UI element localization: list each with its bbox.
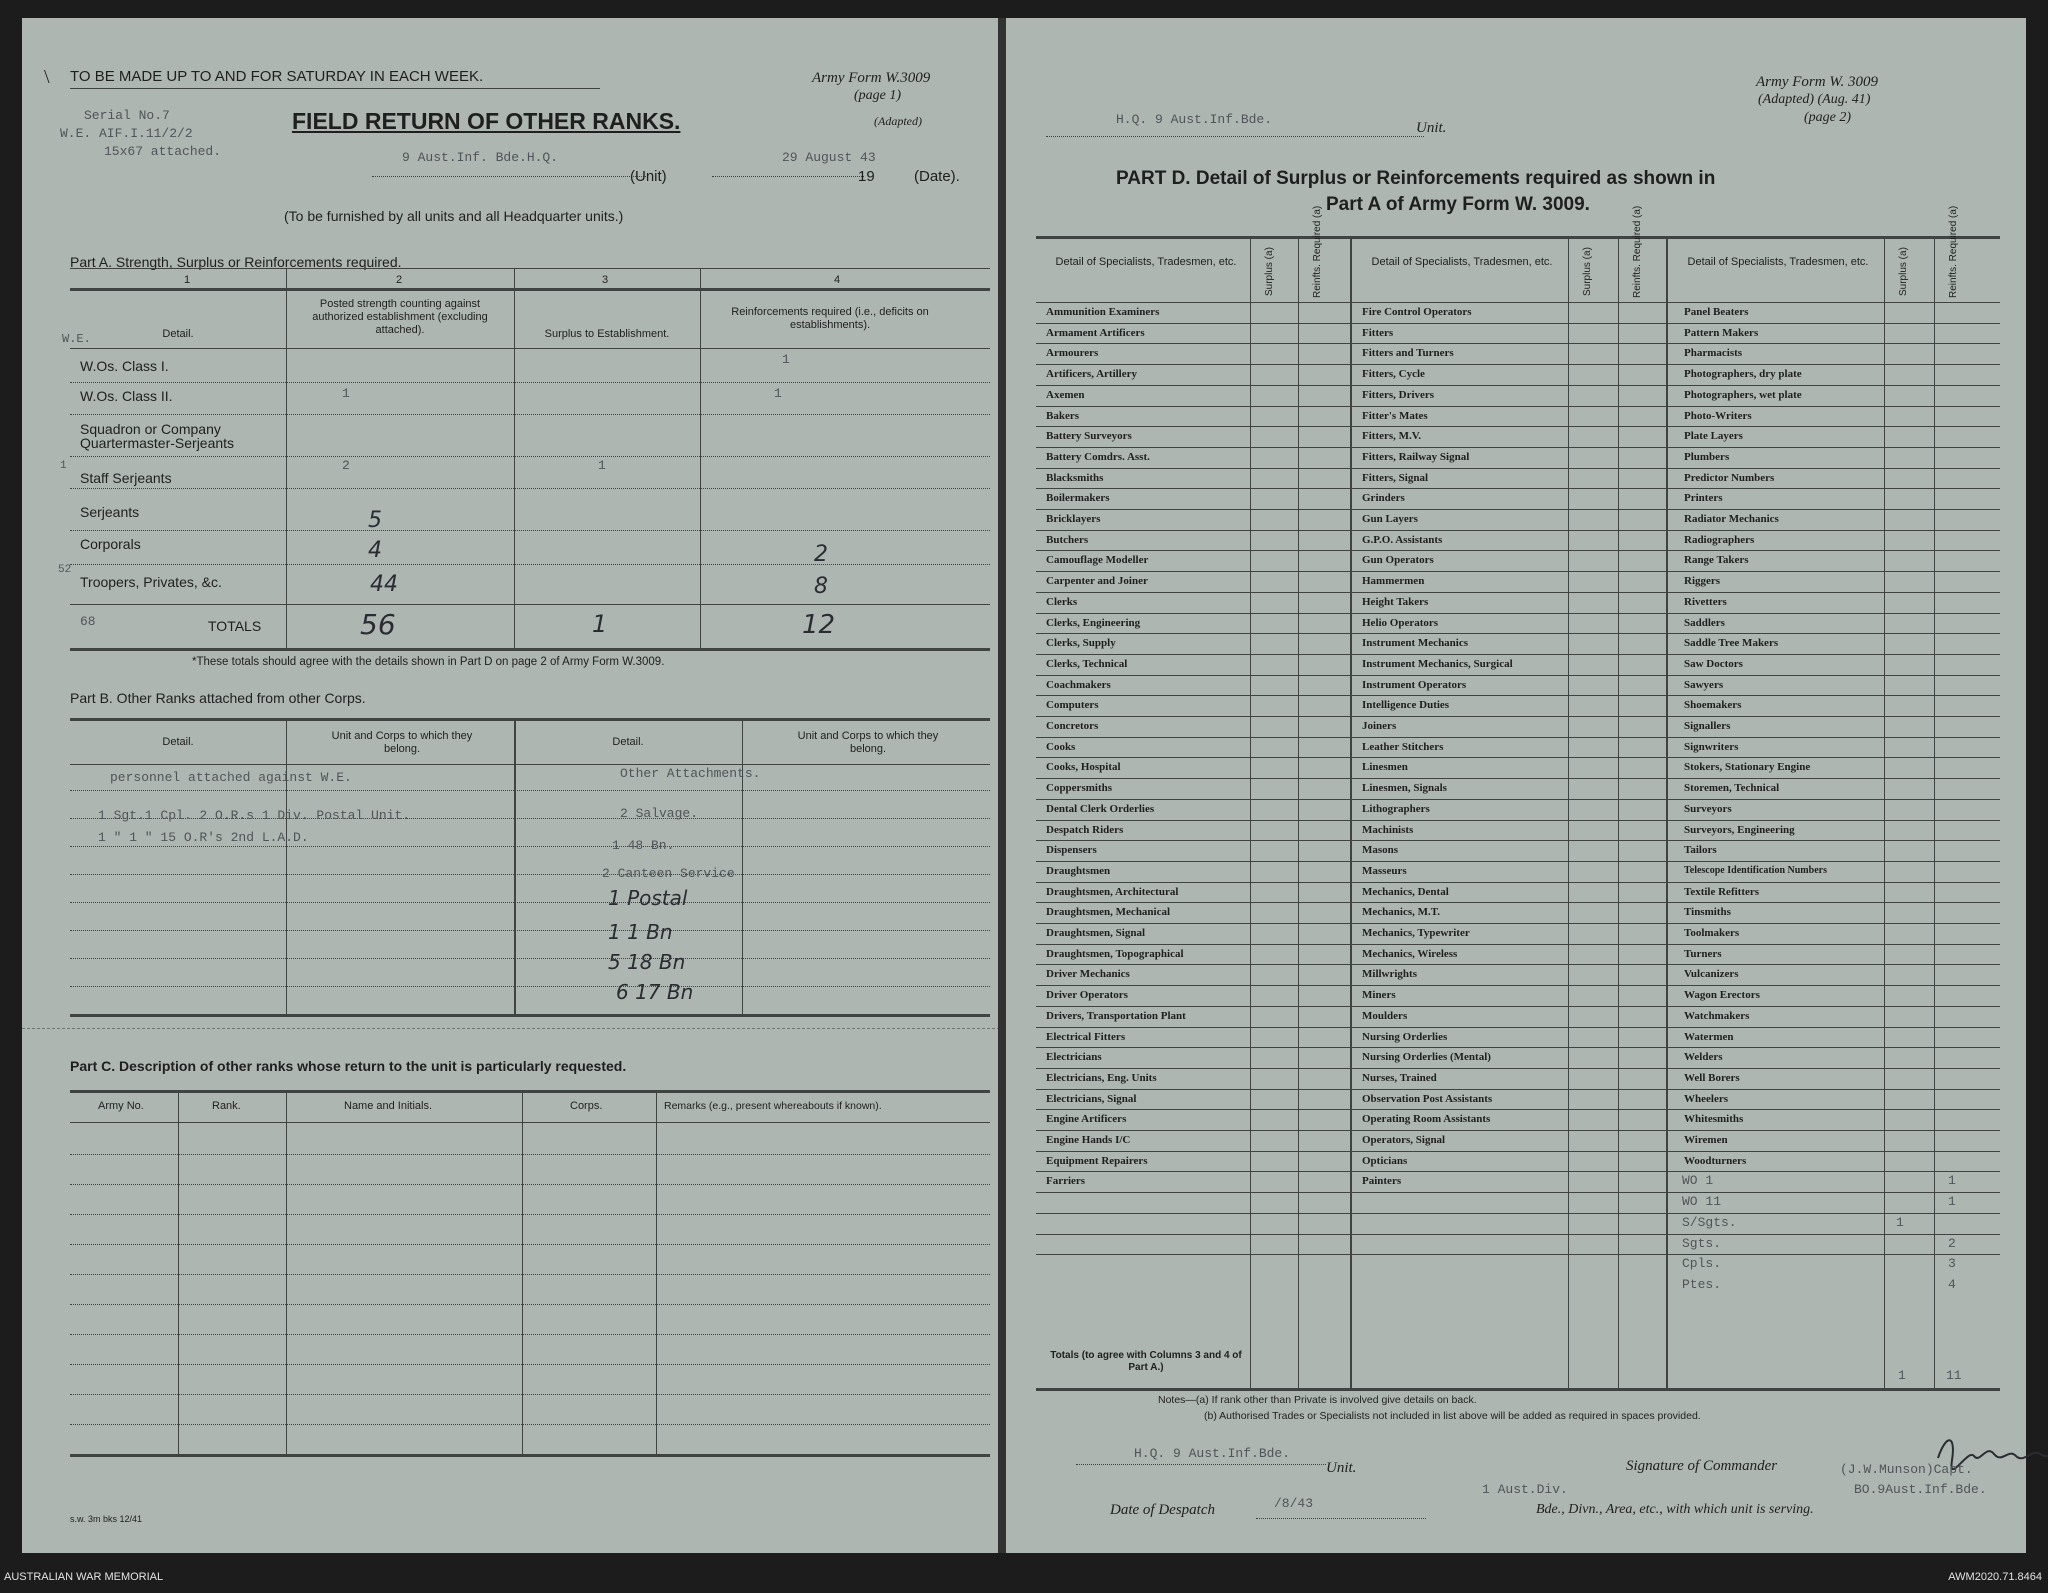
partD-row-divider <box>1036 613 2000 614</box>
partB-right-typed-1: Other Attachments. <box>620 766 761 781</box>
partD-row-divider <box>1036 840 2000 841</box>
partD-row-divider <box>1036 716 2000 717</box>
partD-col2-item: Fitters, M.V. <box>1362 430 1422 443</box>
col-number-3: 3 <box>602 274 609 286</box>
partD-col2-item: Lithographers <box>1362 802 1430 815</box>
partC-header-rank: Rank. <box>212 1100 241 1112</box>
partD-col3-item: Wiremen <box>1684 1134 1728 1146</box>
partD-col1-item: Coachmakers <box>1046 678 1111 691</box>
partD-col1-item: Draughtsmen, Architectural <box>1046 885 1179 898</box>
sig-unit-typed: H.Q. 9 Aust.Inf.Bde. <box>1134 1446 1291 1461</box>
partD-col2-item: Mechanics, Wireless <box>1362 947 1458 960</box>
partD-col1-item: Coppersmiths <box>1046 782 1113 795</box>
partB-title: Part B. Other Ranks attached from other Corps. <box>70 690 366 706</box>
partD-col2-item: Mechanics, Dental <box>1362 885 1449 898</box>
furnished-note: (To be furnished by all units and all Headquarter units.) <box>284 208 624 224</box>
partD-col1-item: Despatch Riders <box>1046 823 1124 836</box>
partD-col1-item: Engine Hands I/C <box>1046 1134 1131 1146</box>
partD-col1-item: Dental Clerk Orderlies <box>1046 802 1155 815</box>
partD-col3-item: Signallers <box>1684 720 1731 732</box>
partD-col2-item: Mechanics, M.T. <box>1362 906 1441 919</box>
typed-ref: W.E. AIF.I.11/2/2 <box>60 126 193 141</box>
partD-col1-item: Draughtsmen, Topographical <box>1046 947 1184 960</box>
partD-col1-item: Artificers, Artillery <box>1046 368 1138 381</box>
partD-row-divider <box>1036 550 2000 551</box>
partD-col1-item: Electricians, Signal <box>1046 1092 1137 1105</box>
partD-col3-item: Wagon Erectors <box>1684 989 1760 1002</box>
partD-header-surplus-1: Surplus (a) <box>1264 247 1275 296</box>
partD-col1-item: Computers <box>1046 699 1099 712</box>
partA-pte-posted: 44 <box>370 572 398 597</box>
partD-header-surplus-2: Surplus (a) <box>1582 247 1593 296</box>
partD-col3-item: Vulcanizers <box>1684 968 1739 981</box>
partD-col2-item: Nursing Orderlies (Mental) <box>1362 1051 1491 1064</box>
adapted-label: (Adapted) <box>874 114 922 128</box>
partD-col1-item: Driver Mechanics <box>1046 968 1130 981</box>
partD-extra-surplus: 1 <box>1896 1214 1904 1230</box>
partD-col1-item: Ammunition Examiners <box>1046 306 1160 318</box>
partD-row-divider <box>1036 530 2000 531</box>
partA-totals-label: TOTALS <box>208 618 262 634</box>
partD-col3-item: Surveyors, Engineering <box>1684 823 1795 836</box>
left-page <box>22 18 1000 1553</box>
partD-row-divider <box>1036 923 2000 924</box>
partD-col1-item: Clerks, Engineering <box>1046 616 1141 629</box>
partA-header-detail: Detail. <box>162 328 194 340</box>
page-label: (page 1) <box>854 88 902 103</box>
partD-col1-item: Electrical Fitters <box>1046 1030 1126 1043</box>
partD-col2-item: Instrument Operators <box>1362 678 1467 691</box>
we-label: W.E. <box>62 332 91 346</box>
sig-typed-2: BO.9Aust.Inf.Bde. <box>1854 1482 1987 1497</box>
partD-col2-item: Leather Stitchers <box>1362 740 1444 753</box>
partD-row-divider <box>1036 468 2000 469</box>
date-label: (Date). <box>914 168 960 185</box>
partA-ssgt-surplus: 1 <box>598 458 606 473</box>
partD-row-divider <box>1036 985 2000 986</box>
partB-left-line-1: personnel attached against W.E. <box>110 770 352 785</box>
partD-col2-item: Gun Operators <box>1362 554 1434 567</box>
sig-typed: (J.W.Munson)Capt. <box>1840 1462 1973 1477</box>
r-page-label: (page 2) <box>1804 110 1852 125</box>
partD-col3-item: Stokers, Stationary Engine <box>1684 761 1811 774</box>
footer-left: AUSTRALIAN WAR MEMORIAL <box>4 1571 164 1583</box>
typed-date: 29 August 43 <box>782 150 876 165</box>
partD-row-divider <box>1036 882 2000 883</box>
partD-col3-item: Riggers <box>1684 575 1721 588</box>
partD-col3-item: Photographers, dry plate <box>1684 368 1802 381</box>
partD-col1-item: Draughtsmen <box>1046 864 1111 877</box>
partD-col1-item: Boilermakers <box>1046 492 1110 505</box>
partD-col3-item: Watchmakers <box>1684 1009 1750 1022</box>
partD-col3-item: Whitesmiths <box>1684 1113 1744 1126</box>
partA-pte-reinf: 8 <box>814 574 828 599</box>
partD-col2-item: Fitter's Mates <box>1362 409 1428 422</box>
partD-col1-item: Camouflage Modeller <box>1046 554 1149 567</box>
col-number-1: 1 <box>184 274 191 286</box>
partD-row-divider <box>1036 426 2000 427</box>
typed-serial: Serial No.7 <box>84 108 170 123</box>
typed-attached: 15x67 attached. <box>104 144 222 159</box>
form-number: Army Form W.3009 <box>812 70 931 86</box>
partA-totals-we: 68 <box>80 614 96 629</box>
notes-b: (b) Authorised Trades or Specialists not included in list above will be added as required in spaces provided. <box>1204 1410 1701 1422</box>
partD-col2-item: Millwrights <box>1362 968 1417 981</box>
partD-col3-item: Sawyers <box>1684 678 1724 691</box>
partD-col1-item: Dispensers <box>1046 844 1097 857</box>
partD-col3-item: Tailors <box>1684 844 1717 857</box>
despatch-value: /8/43 <box>1274 1496 1314 1511</box>
partD-header-reinf-3: Reinfts. Required (a) <box>1948 205 1959 298</box>
partD-col1-item: Draughtsmen, Signal <box>1046 927 1146 939</box>
partD-title-1: PART D. Detail of Surplus or Reinforcements required as shown in <box>1116 168 1716 189</box>
partD-col2-item: Grinders <box>1362 492 1405 505</box>
partA-totals-posted: 56 <box>360 608 396 641</box>
partD-col3-item: Watermen <box>1684 1030 1734 1043</box>
partD-col3-item: Saddle Tree Makers <box>1684 637 1779 650</box>
partD-col3-item: Welders <box>1684 1051 1723 1064</box>
right-page <box>1006 18 2026 1553</box>
partD-col2-item: Nurses, Trained <box>1362 1071 1437 1084</box>
partD-row-divider <box>1036 1254 2000 1255</box>
partD-row-divider <box>1036 1151 2000 1152</box>
partD-row-divider <box>1036 1234 2000 1235</box>
partA-pte-we: 52 <box>58 564 72 576</box>
partD-row-divider <box>1036 571 2000 572</box>
partA-ssgt-we: 1 <box>60 460 67 472</box>
sig-unit-label: Unit. <box>1326 1460 1357 1476</box>
partD-col2-item: Hammermen <box>1362 575 1425 588</box>
partD-col3-item: Predictor Numbers <box>1684 471 1775 484</box>
partD-row-divider <box>1036 364 2000 365</box>
partD-row-divider <box>1036 406 2000 407</box>
partB-header-detail: Detail. <box>162 736 194 748</box>
partA-cpl-posted: 4 <box>368 538 382 563</box>
partA-totals-note: *These totals should agree with the details shown in Part D on page 2 of Army Form W.3009. <box>192 656 665 668</box>
partD-extra-label: WO 1 <box>1682 1173 1714 1189</box>
partD-title-2: Part A of Army Form W. 3009. <box>1326 194 1590 215</box>
partD-col2-item: Linesmen <box>1362 761 1408 774</box>
printer-note: s.w. 3m bks 12/41 <box>70 1514 143 1524</box>
partD-col2-item: Fitters <box>1362 326 1394 339</box>
partD-col2-item: Helio Operators <box>1362 616 1439 629</box>
partD-col2-item: Painters <box>1362 1175 1402 1188</box>
partD-header-detail-2: Detail of Specialists, Tradesmen, etc. <box>1371 256 1553 268</box>
partB-right-hand-1: 1 Postal <box>608 886 688 910</box>
partD-col3-item: Panel Beaters <box>1684 306 1749 318</box>
partD-header-detail-1: Detail of Specialists, Tradesmen, etc. <box>1055 256 1237 268</box>
partD-col2-item: Gun Layers <box>1362 513 1418 525</box>
partC-title: Part C. Description of other ranks whose return to the unit is particularly requested. <box>70 1058 627 1074</box>
partD-header-reinf-2: Reinfts. Required (a) <box>1632 205 1643 298</box>
partD-totals-reinf: 11 <box>1946 1368 1962 1383</box>
partD-col3-item: Tinsmiths <box>1684 906 1731 919</box>
partD-col2-item: Instrument Mechanics, Surgical <box>1362 657 1513 670</box>
partC-header-corps: Corps. <box>570 1100 603 1112</box>
partA-header-reinf: Reinforcements required (i.e., deficits on establishments). <box>731 306 929 331</box>
partD-extra-label: WO 11 <box>1682 1194 1722 1210</box>
partD-col3-item: Textile Refitters <box>1684 885 1760 898</box>
partD-row-divider <box>1036 1130 2000 1131</box>
bde-typed: 1 Aust.Div. <box>1482 1482 1568 1497</box>
partD-row-divider <box>1036 820 2000 821</box>
partD-col3-item: Wheelers <box>1684 1092 1728 1105</box>
partD-row-divider <box>1036 757 2000 758</box>
partD-row-divider <box>1036 964 2000 965</box>
partD-col3-item: Photo-Writers <box>1684 409 1752 422</box>
partD-col2-item: Opticians <box>1362 1154 1408 1167</box>
partD-row-divider <box>1036 861 2000 862</box>
notes-a: Notes—(a) If rank other than Private is involved give details on back. <box>1158 1394 1477 1406</box>
partD-col1-item: Cooks, Hospital <box>1046 761 1121 774</box>
partB-right-hand-3: 5 18 Bn <box>608 950 686 974</box>
partD-col1-item: Farriers <box>1046 1175 1086 1188</box>
partA-row-woII: W.Os. Class II. <box>80 388 173 404</box>
partD-col1-item: Draughtsmen, Mechanical <box>1046 906 1171 919</box>
partD-col1-item: Drivers, Transportation Plant <box>1046 1009 1186 1022</box>
unit-label: (Unit) <box>630 168 667 185</box>
partD-col3-item: Shoemakers <box>1684 699 1742 712</box>
partD-col3-item: Plumbers <box>1684 450 1730 463</box>
partD-row-divider <box>1036 323 2000 324</box>
partD-col3-item: Pattern Makers <box>1684 326 1759 339</box>
partD-col1-item: Electricians, Eng. Units <box>1046 1071 1157 1084</box>
partD-col2-item: Mechanics, Typewriter <box>1362 927 1470 939</box>
partD-col2-item: Observation Post Assistants <box>1362 1092 1493 1105</box>
partD-row-divider <box>1036 1006 2000 1007</box>
partD-col1-item: Driver Operators <box>1046 989 1128 1002</box>
partD-col2-item: Fitters, Signal <box>1362 471 1428 484</box>
partA-row-pte: Troopers, Privates, &c. <box>80 574 222 590</box>
col-number-4: 4 <box>834 274 841 286</box>
partD-col2-item: Nursing Orderlies <box>1362 1030 1448 1043</box>
partA-header-posted: Posted strength counting against authorized establishment (excluding attached). <box>312 298 488 336</box>
partB-header-unit2: Unit and Corps to which they belong. <box>797 730 939 755</box>
partD-extra-label: S/Sgts. <box>1682 1214 1737 1230</box>
partD-col3-item: Photographers, wet plate <box>1684 388 1802 401</box>
partA-row-ssgt: Staff Serjeants <box>80 470 172 486</box>
partD-header-reinf-1: Reinfts. Required (a) <box>1312 205 1323 298</box>
partB-header-unit: Unit and Corps to which they belong. <box>331 730 473 755</box>
year-label: 19 <box>858 168 875 185</box>
partD-col3-item: Saw Doctors <box>1684 657 1743 670</box>
partD-col2-item: Fire Control Operators <box>1362 306 1472 318</box>
partD-col2-item: Masons <box>1362 844 1399 857</box>
form-title: FIELD RETURN OF OTHER RANKS. <box>292 108 681 134</box>
partB-right-typed-2: 2 Salvage. <box>620 806 699 821</box>
partD-row-divider <box>1036 778 2000 779</box>
partD-col3-item: Well Borers <box>1684 1071 1740 1084</box>
r-adapted-label: (Adapted) (Aug. 41) <box>1758 92 1871 107</box>
partB-left-line-3: 1 " 1 " 15 O.R's 2nd L.A.D. <box>98 830 309 845</box>
partD-col1-item: Equipment Repairers <box>1046 1154 1148 1167</box>
partA-totals-reinf: 12 <box>802 610 836 640</box>
partD-row-divider <box>1036 488 2000 489</box>
despatch-label: Date of Despatch <box>1110 1502 1215 1518</box>
partA-woII-posted: 1 <box>342 386 350 401</box>
partD-col1-item: Concretors <box>1046 720 1099 732</box>
partD-row-divider <box>1036 944 2000 945</box>
partD-col1-item: Cooks <box>1046 740 1076 753</box>
partD-col3-item: Pharmacists <box>1684 347 1743 360</box>
partC-header-armyno: Army No. <box>98 1100 144 1112</box>
partD-col3-item: Woodturners <box>1684 1154 1747 1167</box>
partD-col2-item: Machinists <box>1362 823 1414 836</box>
partD-col2-item: G.P.O. Assistants <box>1362 533 1443 546</box>
partD-row-divider <box>1036 509 2000 510</box>
partD-col3-item: Range Takers <box>1684 554 1749 567</box>
partD-col2-item: Miners <box>1362 989 1396 1002</box>
partA-row-woI: W.Os. Class I. <box>80 358 169 374</box>
partD-col2-item: Intelligence Duties <box>1362 699 1450 712</box>
partD-col1-item: Battery Surveyors <box>1046 430 1132 443</box>
bde-label: Bde., Divn., Area, etc., with which unit is serving. <box>1536 1502 1814 1517</box>
partD-col3-item: Radiographers <box>1684 533 1755 546</box>
partD-row-divider <box>1036 902 2000 903</box>
partA-row-cqms: Squadron or Company Quartermaster-Serjeants <box>80 421 235 451</box>
partD-row-divider <box>1036 1047 2000 1048</box>
partD-col2-item: Fitters, Drivers <box>1362 388 1435 401</box>
partD-col1-item: Clerks, Supply <box>1046 637 1116 650</box>
partD-col3-item: Storemen, Technical <box>1684 782 1780 795</box>
partD-row-divider <box>1036 1027 2000 1028</box>
partD-col3-item: Plate Layers <box>1684 430 1743 443</box>
partD-totals-surplus: 1 <box>1898 1368 1906 1383</box>
partA-woI-reinf: 1 <box>782 352 790 367</box>
partD-col2-item: Linesmen, Signals <box>1362 782 1447 795</box>
partB-right-hand-2: 1 1 Bn <box>608 920 673 944</box>
partD-col2-item: Operating Room Assistants <box>1362 1113 1491 1126</box>
partD-row-divider <box>1036 1171 2000 1172</box>
partD-col2-item: Joiners <box>1362 720 1397 732</box>
partD-row-divider <box>1036 1068 2000 1069</box>
partB-right-hand-4: 6 17 Bn <box>616 980 694 1004</box>
col-number-2: 2 <box>396 274 403 286</box>
partD-col3-item: Turners <box>1684 947 1722 960</box>
partD-col1-item: Blacksmiths <box>1046 471 1104 484</box>
partD-extra-reinf: 1 <box>1948 1173 1956 1189</box>
partA-sgt-posted: 5 <box>368 508 382 533</box>
footer-right: AWM2020.71.8464 <box>1948 1571 2042 1583</box>
partD-header-surplus-3: Surplus (a) <box>1898 247 1909 296</box>
partD-row-divider <box>1036 654 2000 655</box>
partD-col2-item: Moulders <box>1362 1009 1408 1022</box>
partB-right-typed-3: 1 48 Bn. <box>612 838 675 853</box>
partD-col1-item: Engine Artificers <box>1046 1113 1127 1126</box>
partA-totals-surplus: 1 <box>592 610 608 638</box>
partD-extra-label: Cpls. <box>1682 1256 1722 1272</box>
partC-header-name: Name and Initials. <box>344 1100 433 1112</box>
partA-ssgt-posted: 2 <box>342 458 350 473</box>
partD-col2-item: Fitters and Turners <box>1362 347 1454 360</box>
partD-col2-item: Operators, Signal <box>1362 1134 1446 1146</box>
partC-header-remarks: Remarks (e.g., present whereabouts if known). <box>664 1100 882 1112</box>
partD-extra-label: Sgts. <box>1682 1235 1722 1251</box>
partD-col1-item: Battery Comdrs. Asst. <box>1046 450 1150 463</box>
partD-col3-item: Rivetters <box>1684 595 1727 608</box>
sig-label: Signature of Commander <box>1626 1458 1778 1474</box>
partD-extra-reinf: 1 <box>1948 1194 1956 1210</box>
partD-row-divider <box>1036 737 2000 738</box>
partD-row-divider <box>1036 799 2000 800</box>
partB-header-detail2: Detail. <box>612 736 644 748</box>
partD-row-divider <box>1036 385 2000 386</box>
partD-col3-item: Surveyors <box>1684 802 1732 815</box>
partA-title: Part A. Strength, Surplus or Reinforcements required. <box>70 254 402 270</box>
partB-left-line-2: 1 Sgt.1 Cpl. 2 O.R.s 1 Div. Postal Unit. <box>98 808 411 823</box>
partD-row-divider <box>1036 592 2000 593</box>
partD-row-divider <box>1036 633 2000 634</box>
partA-cpl-reinf: 2 <box>814 542 828 567</box>
r-form-number: Army Form W. 3009 <box>1756 74 1878 90</box>
partD-extra-reinf: 4 <box>1948 1276 1956 1292</box>
partD-row-divider <box>1036 447 2000 448</box>
partB-right-typed-4: 2 Canteen Service <box>602 866 735 881</box>
partD-col3-item: Printers <box>1684 492 1723 505</box>
partA-woII-reinf: 1 <box>774 386 782 401</box>
partD-col1-item: Axemen <box>1046 388 1085 401</box>
partD-col3-item: Saddlers <box>1684 616 1725 629</box>
partA-row-sgt: Serjeants <box>80 504 140 520</box>
partD-row-divider <box>1036 343 2000 344</box>
partD-col1-item: Electricians <box>1046 1051 1102 1064</box>
partD-extra-reinf: 2 <box>1948 1235 1956 1251</box>
partD-col1-item: Armament Artificers <box>1046 326 1145 339</box>
partA-header-surplus: Surplus to Establishment. <box>544 328 670 340</box>
partD-row-divider <box>1036 1192 2000 1193</box>
partD-col3-item: Telescope Identification Numbers <box>1684 864 1827 876</box>
r-unit-label: Unit. <box>1416 120 1447 136</box>
partD-col1-item: Carpenter and Joiner <box>1046 575 1148 588</box>
typed-unit: 9 Aust.Inf. Bde.H.Q. <box>402 150 559 165</box>
partD-header-detail-3: Detail of Specialists, Tradesmen, etc. <box>1687 256 1869 268</box>
partD-col1-item: Clerks <box>1046 595 1078 608</box>
partD-col1-item: Bakers <box>1046 409 1079 422</box>
partD-row-divider <box>1036 1109 2000 1110</box>
partD-row-divider <box>1036 695 2000 696</box>
partD-totals-label: Totals (to agree with Columns 3 and 4 of Part A.) <box>1050 1350 1242 1373</box>
partD-row-divider <box>1036 1213 2000 1214</box>
partD-col1-item: Armourers <box>1046 347 1099 360</box>
partD-row-divider <box>1036 675 2000 676</box>
partD-col3-item: Radiator Mechanics <box>1684 513 1779 525</box>
partD-col2-item: Height Takers <box>1362 595 1429 608</box>
partD-col1-item: Clerks, Technical <box>1046 657 1128 670</box>
partD-col2-item: Instrument Mechanics <box>1362 637 1469 650</box>
corner-mark: \ <box>44 66 50 88</box>
partD-extra-reinf: 3 <box>1948 1256 1956 1272</box>
partD-col3-item: Toolmakers <box>1684 927 1740 939</box>
partD-col2-item: Fitters, Railway Signal <box>1362 450 1470 463</box>
partD-col3-item: Signwriters <box>1684 740 1739 753</box>
partD-extra-label: Ptes. <box>1682 1276 1722 1292</box>
r-typed-unit: H.Q. 9 Aust.Inf.Bde. <box>1116 112 1273 127</box>
partD-col1-item: Bricklayers <box>1046 513 1101 525</box>
header-instruction: TO BE MADE UP TO AND FOR SATURDAY IN EACH WEEK. <box>70 68 484 85</box>
partD-col2-item: Fitters, Cycle <box>1362 368 1425 381</box>
partD-col1-item: Butchers <box>1046 533 1089 546</box>
partD-col2-item: Masseurs <box>1362 864 1407 877</box>
partD-row-divider <box>1036 1089 2000 1090</box>
partA-row-cpl: Corporals <box>80 536 141 552</box>
